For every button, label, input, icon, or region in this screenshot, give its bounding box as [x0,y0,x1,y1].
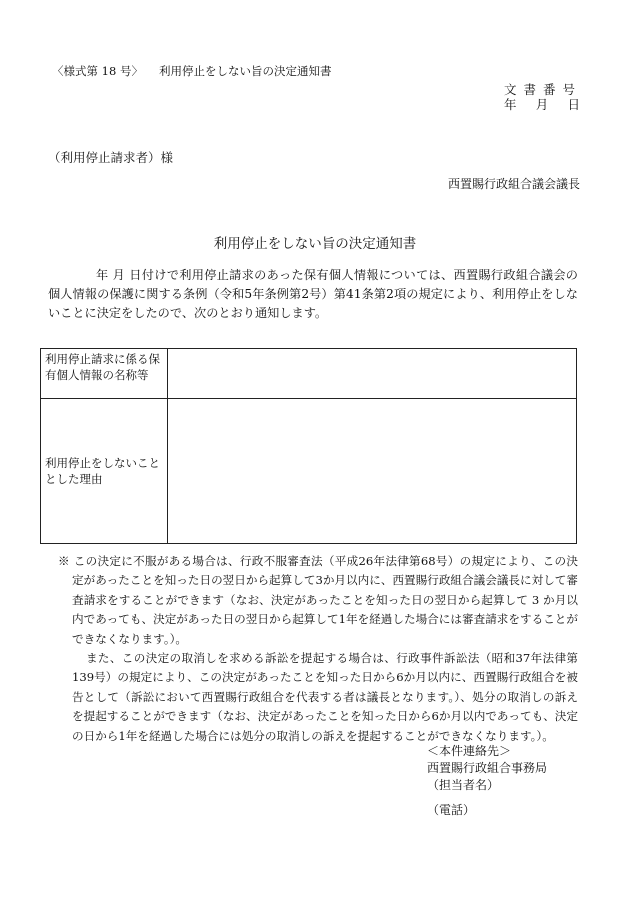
date-day-label: 日 [567,97,580,112]
contact-block [427,743,547,819]
date-month-label: 月 [535,97,549,112]
notes [58,552,578,746]
document-number-label: 文書番号 [504,82,583,97]
contact-phone: （電話） [427,803,476,817]
sender: 西置賜行政組合議会議長 [447,177,580,191]
reason-label: 利用停止をしないこととした理由 [41,399,168,544]
reason-value [168,399,577,544]
form-name: 利用停止をしない旨の決定通知書 [158,64,332,78]
recipient: （利用停止請求者）様 [48,150,174,165]
date-year-label: 年 [504,97,517,112]
date-line [504,95,580,113]
note-lawsuit: また、この決定の取消しを求める訴訟を提起する場合は、行政事件訴訟法（昭和37年法律第139号）の規定により、この決定があったことを知った日から6か月以内に、西置賜行政組合を被告として（訴訟において西置賜行政組合を代表する者は議長となります。）、処分の取消しの訴えを提起することができます（なお、決定があったことを知った日から6か月以内であっても、決定の日から1年を経過した場合には処分の取消しの訴えを提起することができなくなります。）。 [72,651,578,743]
contact-office: 西置賜行政組合事務局 [427,761,548,775]
document-title: 利用停止をしない旨の決定通知書 [213,236,417,252]
info-table [40,348,577,544]
info-name-label: 利用停止請求に係る保有個人情報の名称等 [41,349,168,399]
table-row [41,349,577,399]
form-heading [52,63,331,79]
form-number: 〈様式第 18 号〉 [52,64,143,78]
table-row [41,399,577,544]
info-name-value [168,349,577,399]
note-appeal: ※ この決定に不服がある場合は、行政不服審査法（平成26年法律第68号）の規定により、この決定があったことを知った日の翌日から起算して3か月以内に、西置賜行政組合議会議長に対して審査請求をすることができます（なお、決定があったことを知った日の翌日から起算して 3 か月以内であっても、決定があった日の翌日から起算して1年を経過した場合には審査請求をすることができなくなります。）。 [58,554,578,646]
body-paragraph: 年 月 日付けで利用停止請求のあった保有個人情報については、西置賜行政組合議会の個人情報の保護に関する条例（令和5年条例第2号）第41条第2項の規定により、利用停止をしないことに決定をしたので、次のとおり通知します。 [48,268,578,320]
contact-person: （担当者名） [427,778,500,792]
contact-heading: ＜本件連絡先＞ [427,744,512,758]
